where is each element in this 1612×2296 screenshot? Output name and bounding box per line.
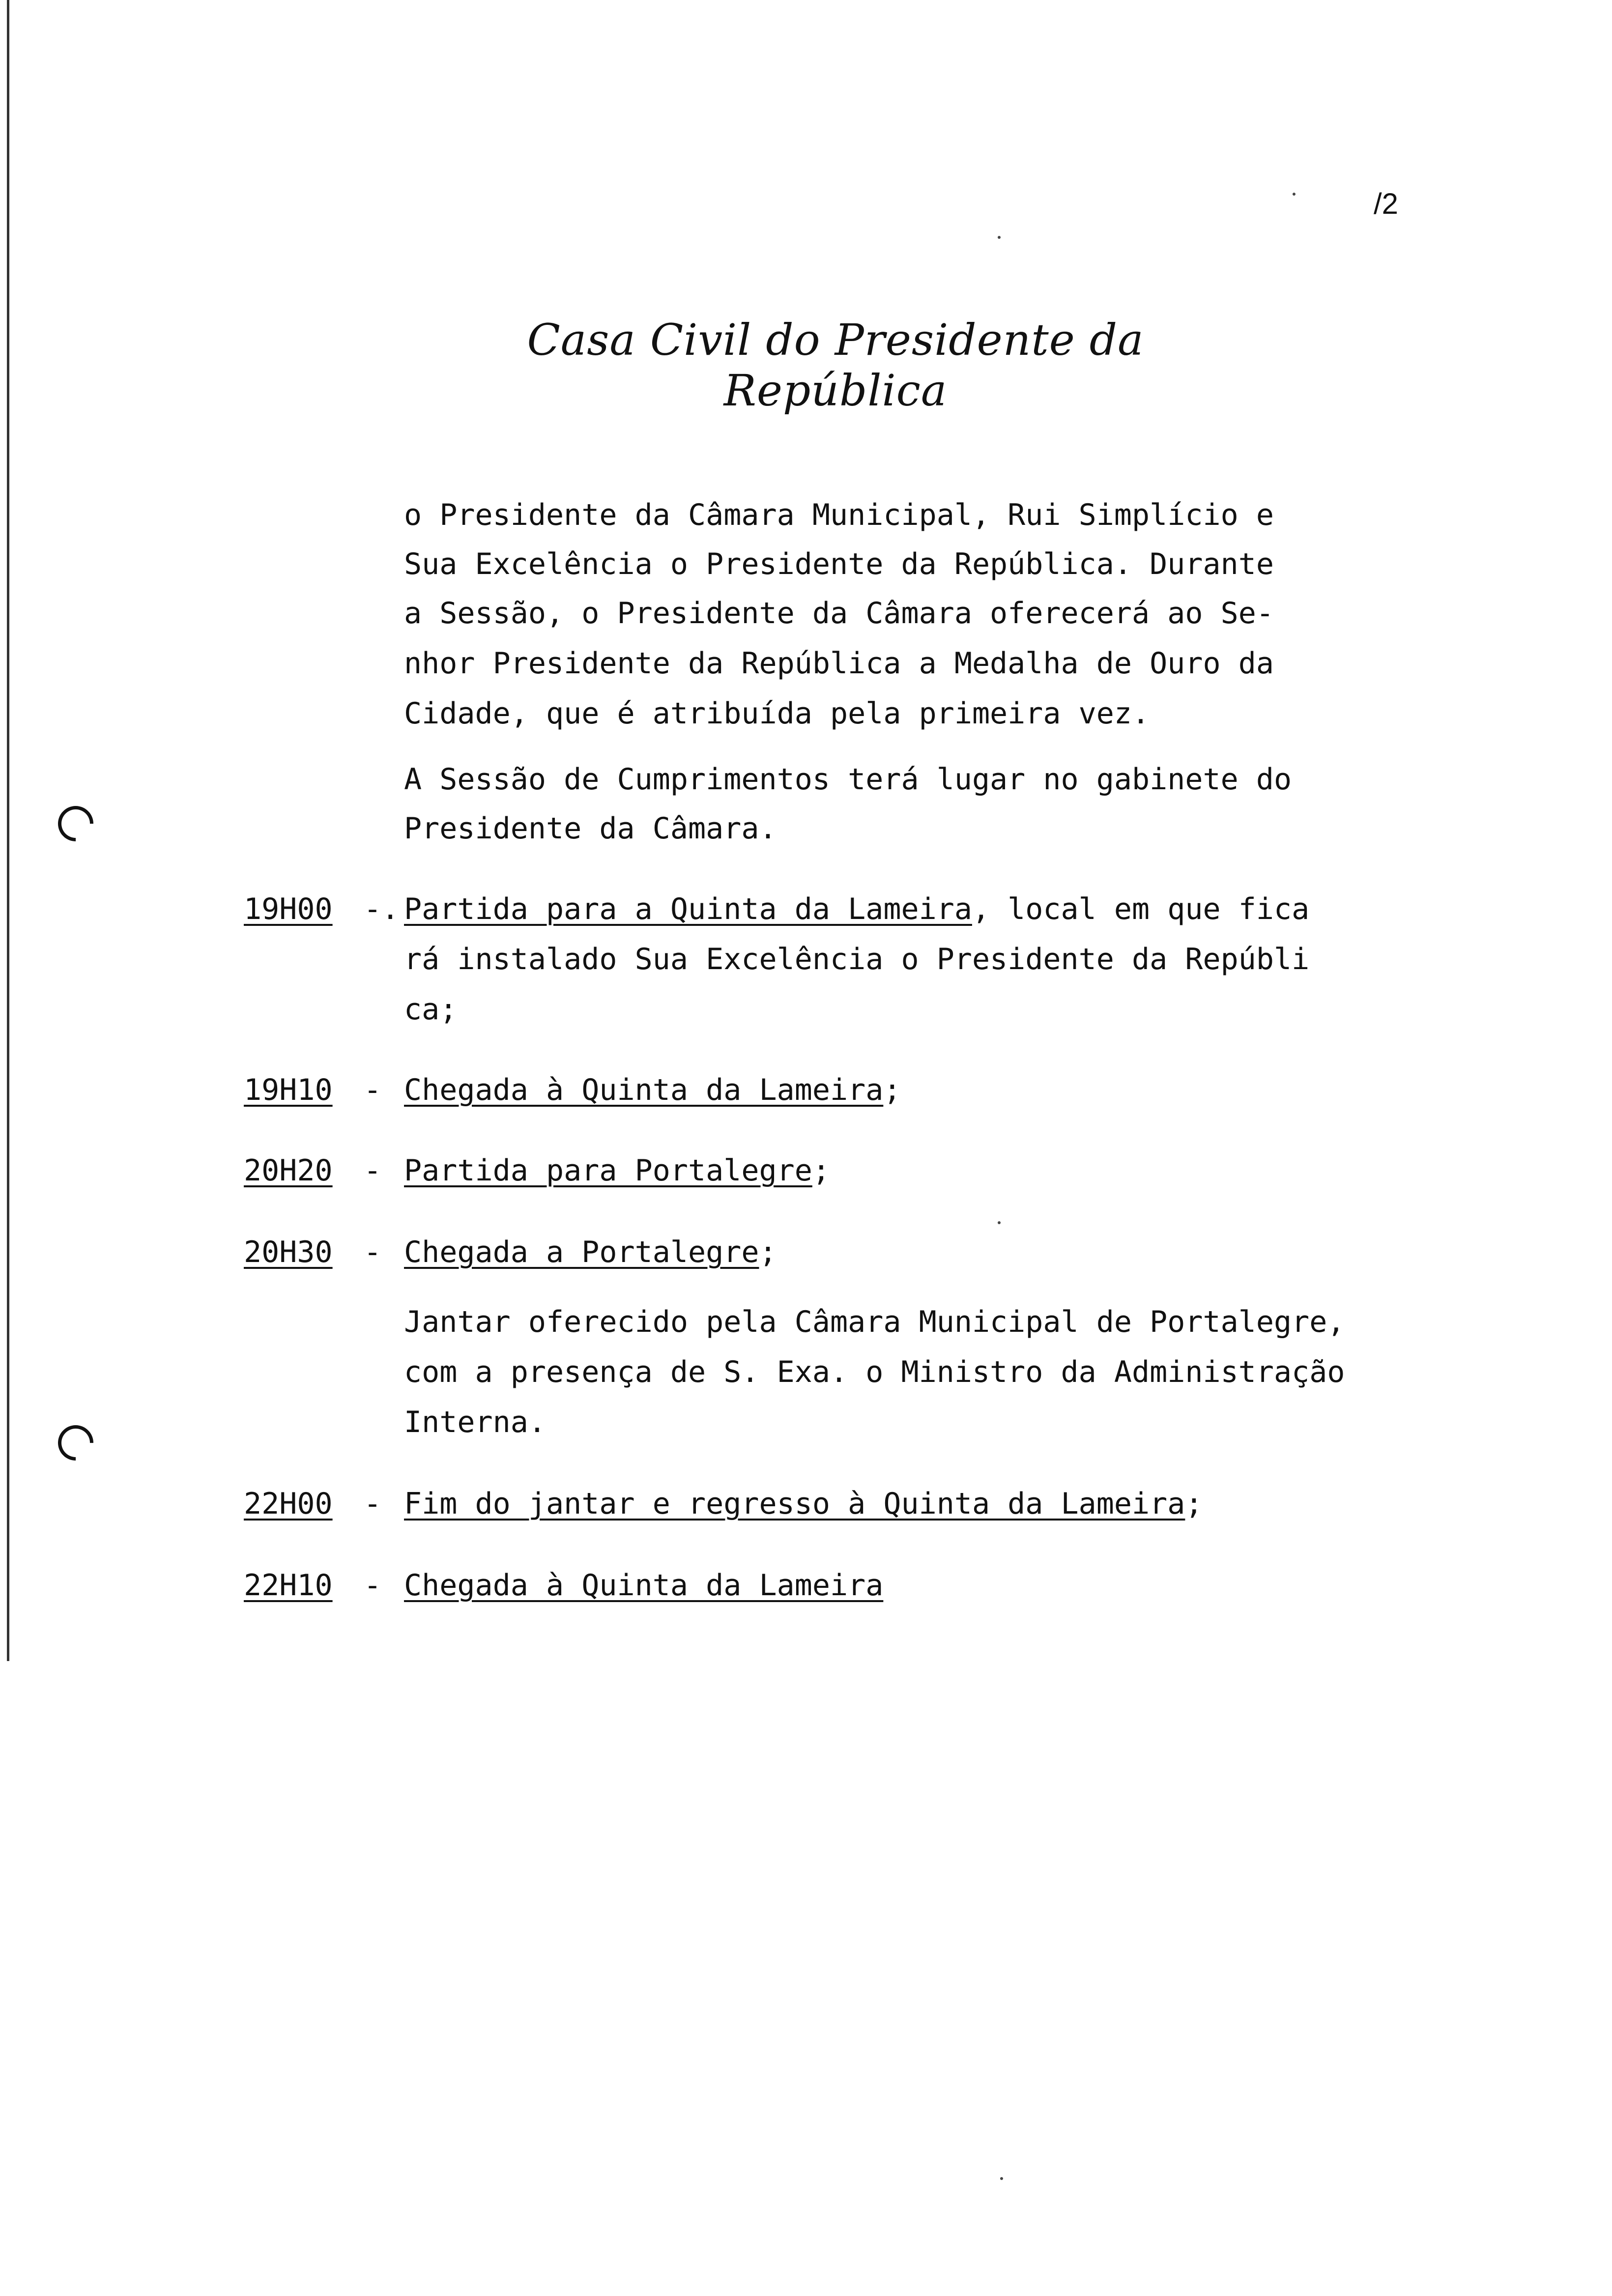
letterhead: Casa Civil do Presidente da República — [527, 315, 1144, 416]
schedule-rest: ; — [759, 1235, 777, 1269]
schedule-title: Partida para a Quinta da Lameira — [404, 892, 972, 926]
left-margin-rule — [7, 0, 9, 1661]
schedule-time: 19H00 — [244, 892, 333, 926]
paper-speck — [1293, 193, 1295, 196]
paper-speck — [998, 236, 1001, 239]
schedule-time: 19H10 — [244, 1073, 333, 1107]
schedule-entry — [404, 1075, 901, 1105]
schedule-dash: - — [364, 1153, 382, 1188]
schedule-continuation: ca; — [404, 992, 458, 1027]
schedule-dash: - — [364, 1568, 382, 1603]
schedule-note: Interna. — [404, 1405, 546, 1439]
paragraph-line: Sua Excelência o Presidente da República. Durante — [404, 547, 1274, 581]
schedule-entry — [404, 1568, 884, 1603]
schedule-rest: ; — [883, 1073, 901, 1107]
schedule-rest: ; — [1185, 1487, 1203, 1521]
paper-speck — [1000, 2177, 1003, 2180]
schedule-note: com a presença de S. Exa. o Ministro da Administração — [404, 1355, 1345, 1389]
paragraph-line: Cidade, que é atribuída pela primeira vez. — [404, 696, 1150, 731]
page-number: /2 — [1374, 187, 1399, 220]
paragraph-line: nhor Presidente da República a Medalha de Ouro da — [404, 646, 1274, 681]
schedule-time: 20H30 — [244, 1235, 333, 1269]
schedule-dash: - — [364, 1073, 382, 1107]
schedule-entry — [404, 894, 1309, 924]
paragraph-line: Presidente da Câmara. — [404, 811, 777, 846]
schedule-dash: -. — [364, 892, 400, 926]
schedule-time: 20H20 — [244, 1153, 333, 1188]
paragraph-line: A Sessão de Cumprimentos terá lugar no gabinete do — [404, 762, 1292, 797]
punch-hole-mark-upper — [51, 799, 101, 849]
schedule-time: 22H00 — [244, 1487, 333, 1521]
schedule-dash: - — [364, 1235, 382, 1269]
schedule-title: Fim do jantar e regresso à Quinta da Lameira — [404, 1487, 1185, 1521]
paragraph-line: o Presidente da Câmara Municipal, Rui Simplício e — [404, 498, 1274, 532]
paragraph-line: a Sessão, o Presidente da Câmara oferecerá ao Se- — [404, 596, 1274, 631]
schedule-note: Jantar oferecido pela Câmara Municipal de Portalegre, — [404, 1305, 1345, 1339]
schedule-entry — [404, 1237, 777, 1267]
schedule-rest: ; — [812, 1153, 830, 1188]
schedule-dash: - — [364, 1487, 382, 1521]
punch-hole-mark-lower — [51, 1418, 101, 1468]
schedule-rest: , local em que fica — [972, 892, 1310, 926]
schedule-continuation: rá instalado Sua Excelência o Presidente da Repúbli — [404, 942, 1310, 976]
schedule-entry — [404, 1489, 1203, 1519]
schedule-title: Chegada a Portalegre — [404, 1235, 759, 1269]
schedule-title: Chegada à Quinta da Lameira — [404, 1073, 884, 1107]
schedule-time: 22H10 — [244, 1568, 333, 1603]
schedule-entry — [404, 1153, 830, 1188]
paper-speck — [998, 1221, 1001, 1224]
schedule-title: Chegada à Quinta da Lameira — [404, 1568, 884, 1603]
schedule-title: Partida para Portalegre — [404, 1153, 812, 1188]
